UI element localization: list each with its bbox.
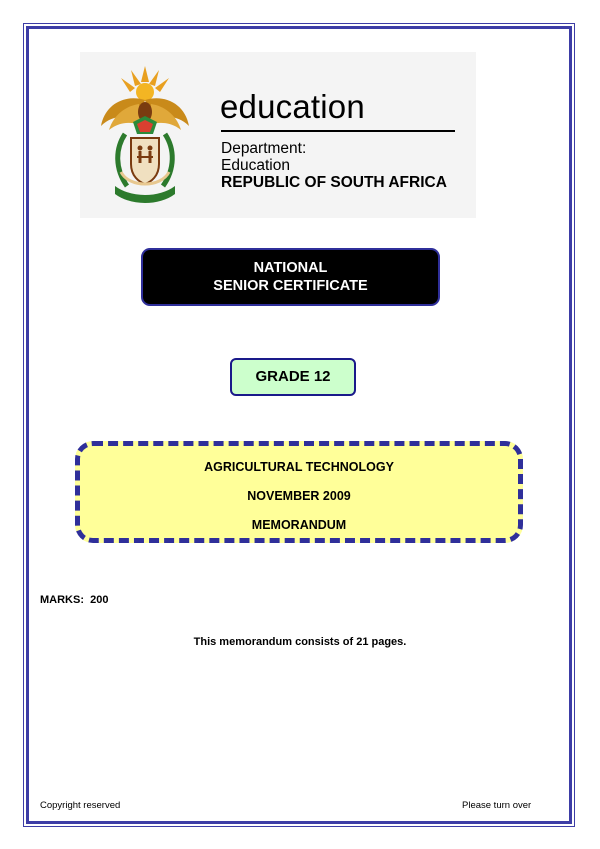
subject-name: AGRICULTURAL TECHNOLOGY: [204, 460, 394, 474]
grade-badge: GRADE 12: [230, 358, 356, 396]
subject-panel: [75, 441, 523, 543]
exam-session: NOVEMBER 2009: [247, 489, 351, 503]
wordmark-underline: [221, 130, 455, 132]
turn-over-footer: Please turn over: [462, 800, 532, 811]
certificate-banner: [141, 248, 440, 306]
department-line: Department:: [221, 140, 307, 157]
marks-label: MARKS: 200: [40, 594, 109, 606]
coat-of-arms-emblem: [95, 64, 195, 206]
certificate-line-2: SENIOR CERTIFICATE: [213, 278, 368, 294]
page-count-note: This memorandum consists of 21 pages.: [193, 636, 407, 648]
document-type: MEMORANDUM: [251, 518, 347, 532]
department-label: [221, 140, 306, 174]
education-line: Education: [221, 157, 290, 174]
certificate-line-1: NATIONAL: [253, 260, 328, 276]
education-wordmark: education: [220, 88, 365, 125]
republic-label: REPUBLIC OF SOUTH AFRICA: [221, 174, 447, 191]
copyright-footer: Copyright reserved: [40, 800, 121, 811]
